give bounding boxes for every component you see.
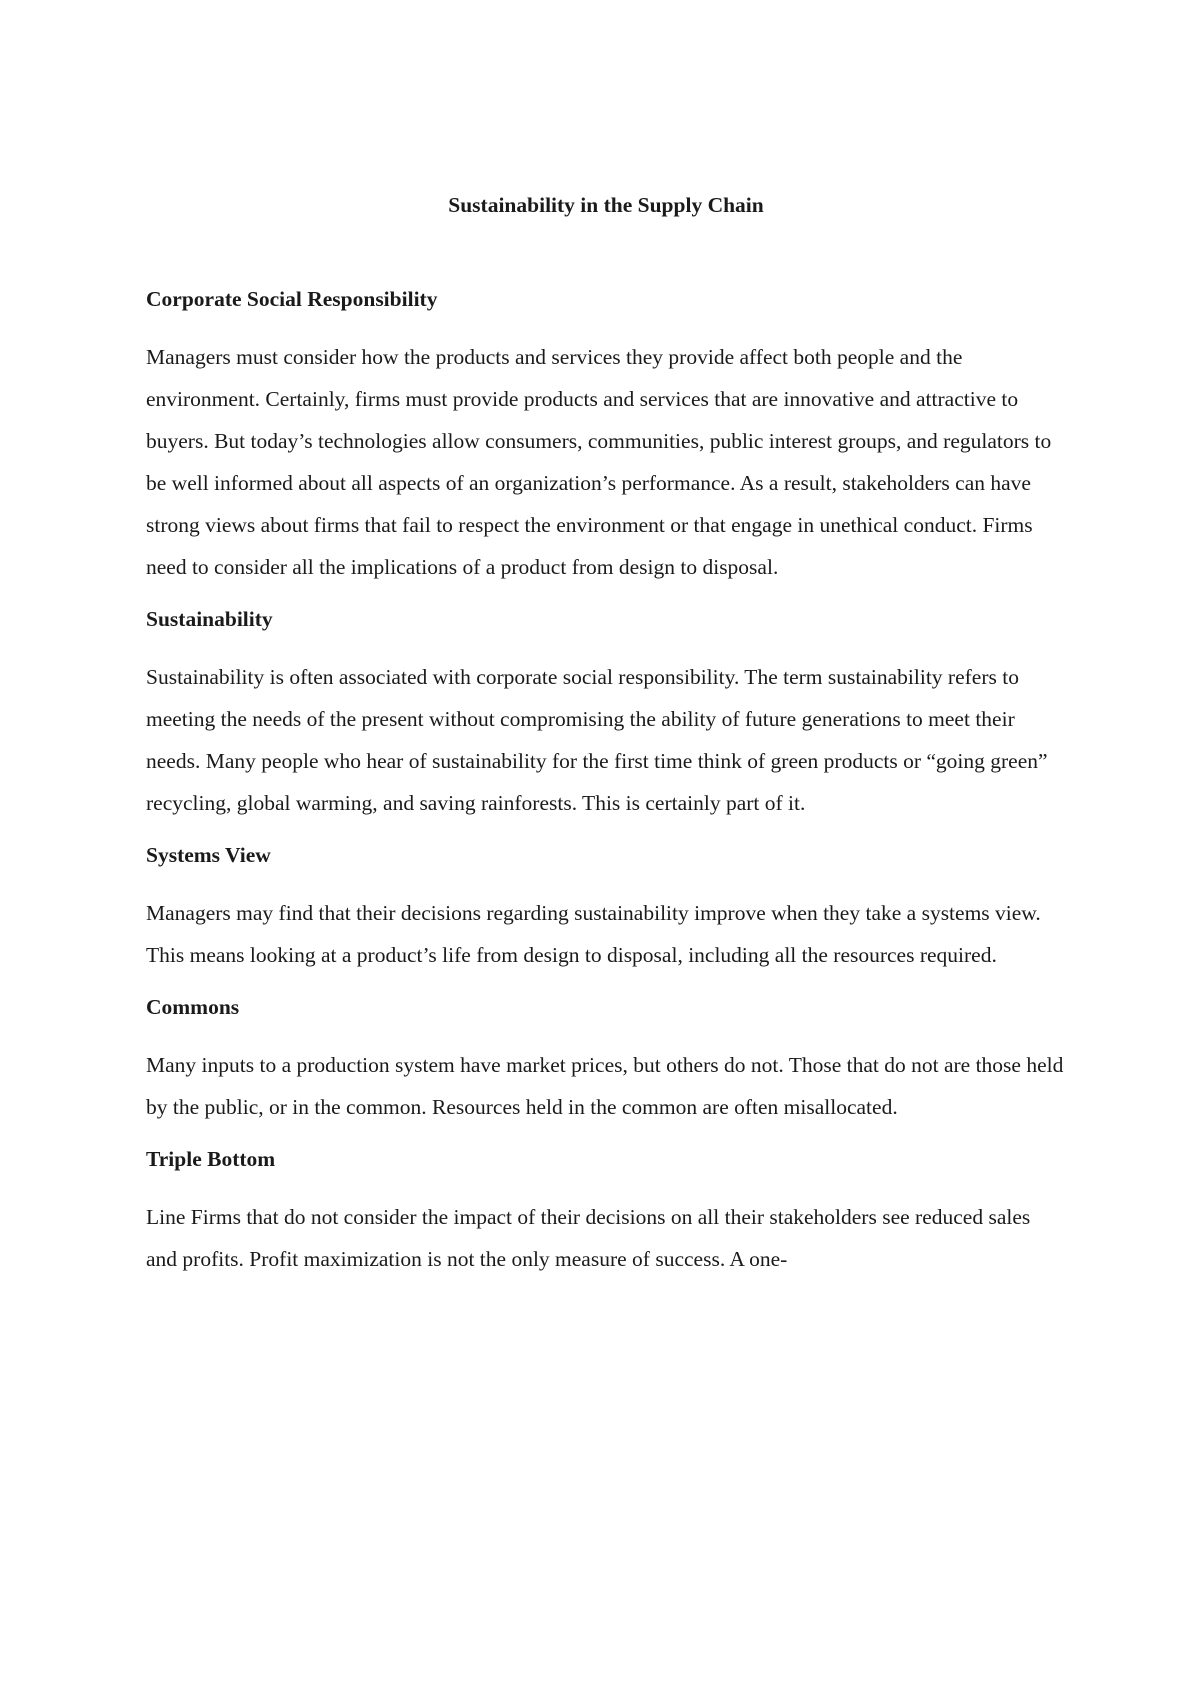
- document-title: Sustainability in the Supply Chain: [448, 193, 764, 217]
- section-paragraph: Many inputs to a production system have market prices, but others do not. Those that do not are those held by the public, or in the common. Resources held in the common are often misallocated.: [146, 1053, 1064, 1119]
- section-heading: Commons: [146, 995, 240, 1019]
- document-content: [146, 188, 1066, 1280]
- section-paragraph: Managers must consider how the products and services they provide affect both people and the environment. Certainly, firms must provide products and services that are innovative and attractive to buyers. But today’s technologies allow consumers, communities, public interest groups, and regulators to be well informed about all aspects of an organization’s performance. As a result, stakeholders can have strong views about firms that fail to respect the environment or that engage in unethical conduct. Firms need to consider all the implications of a product from design to disposal.: [146, 345, 1052, 579]
- section-systems-view: [146, 838, 1066, 976]
- section-paragraph: Line Firms that do not consider the impact of their decisions on all their stakeholders see reduced sales and profits. Profit maximization is not the only measure of success. A one-: [146, 1205, 1031, 1271]
- section-heading: Sustainability: [146, 607, 273, 631]
- section-triple-bottom: [146, 1142, 1066, 1280]
- section-sustainability: [146, 602, 1066, 824]
- section-paragraph: Managers may find that their decisions regarding sustainability improve when they take a systems view. This means looking at a product’s life from design to disposal, including all the resources required.: [146, 901, 1041, 967]
- section-heading: Corporate Social Responsibility: [146, 287, 438, 311]
- section-commons: [146, 990, 1066, 1128]
- section-heading: Systems View: [146, 843, 271, 867]
- section-corporate-social-responsibility: [146, 282, 1066, 588]
- section-paragraph: Sustainability is often associated with corporate social responsibility. The term sustainability refers to meeting the needs of the present without compromising the ability of future generations to meet their needs. Many people who hear of sustainability for the first time think of green products or “going green” recycling, global warming, and saving rainforests. This is certainly part of it.: [146, 665, 1048, 815]
- section-heading: Triple Bottom: [146, 1147, 276, 1171]
